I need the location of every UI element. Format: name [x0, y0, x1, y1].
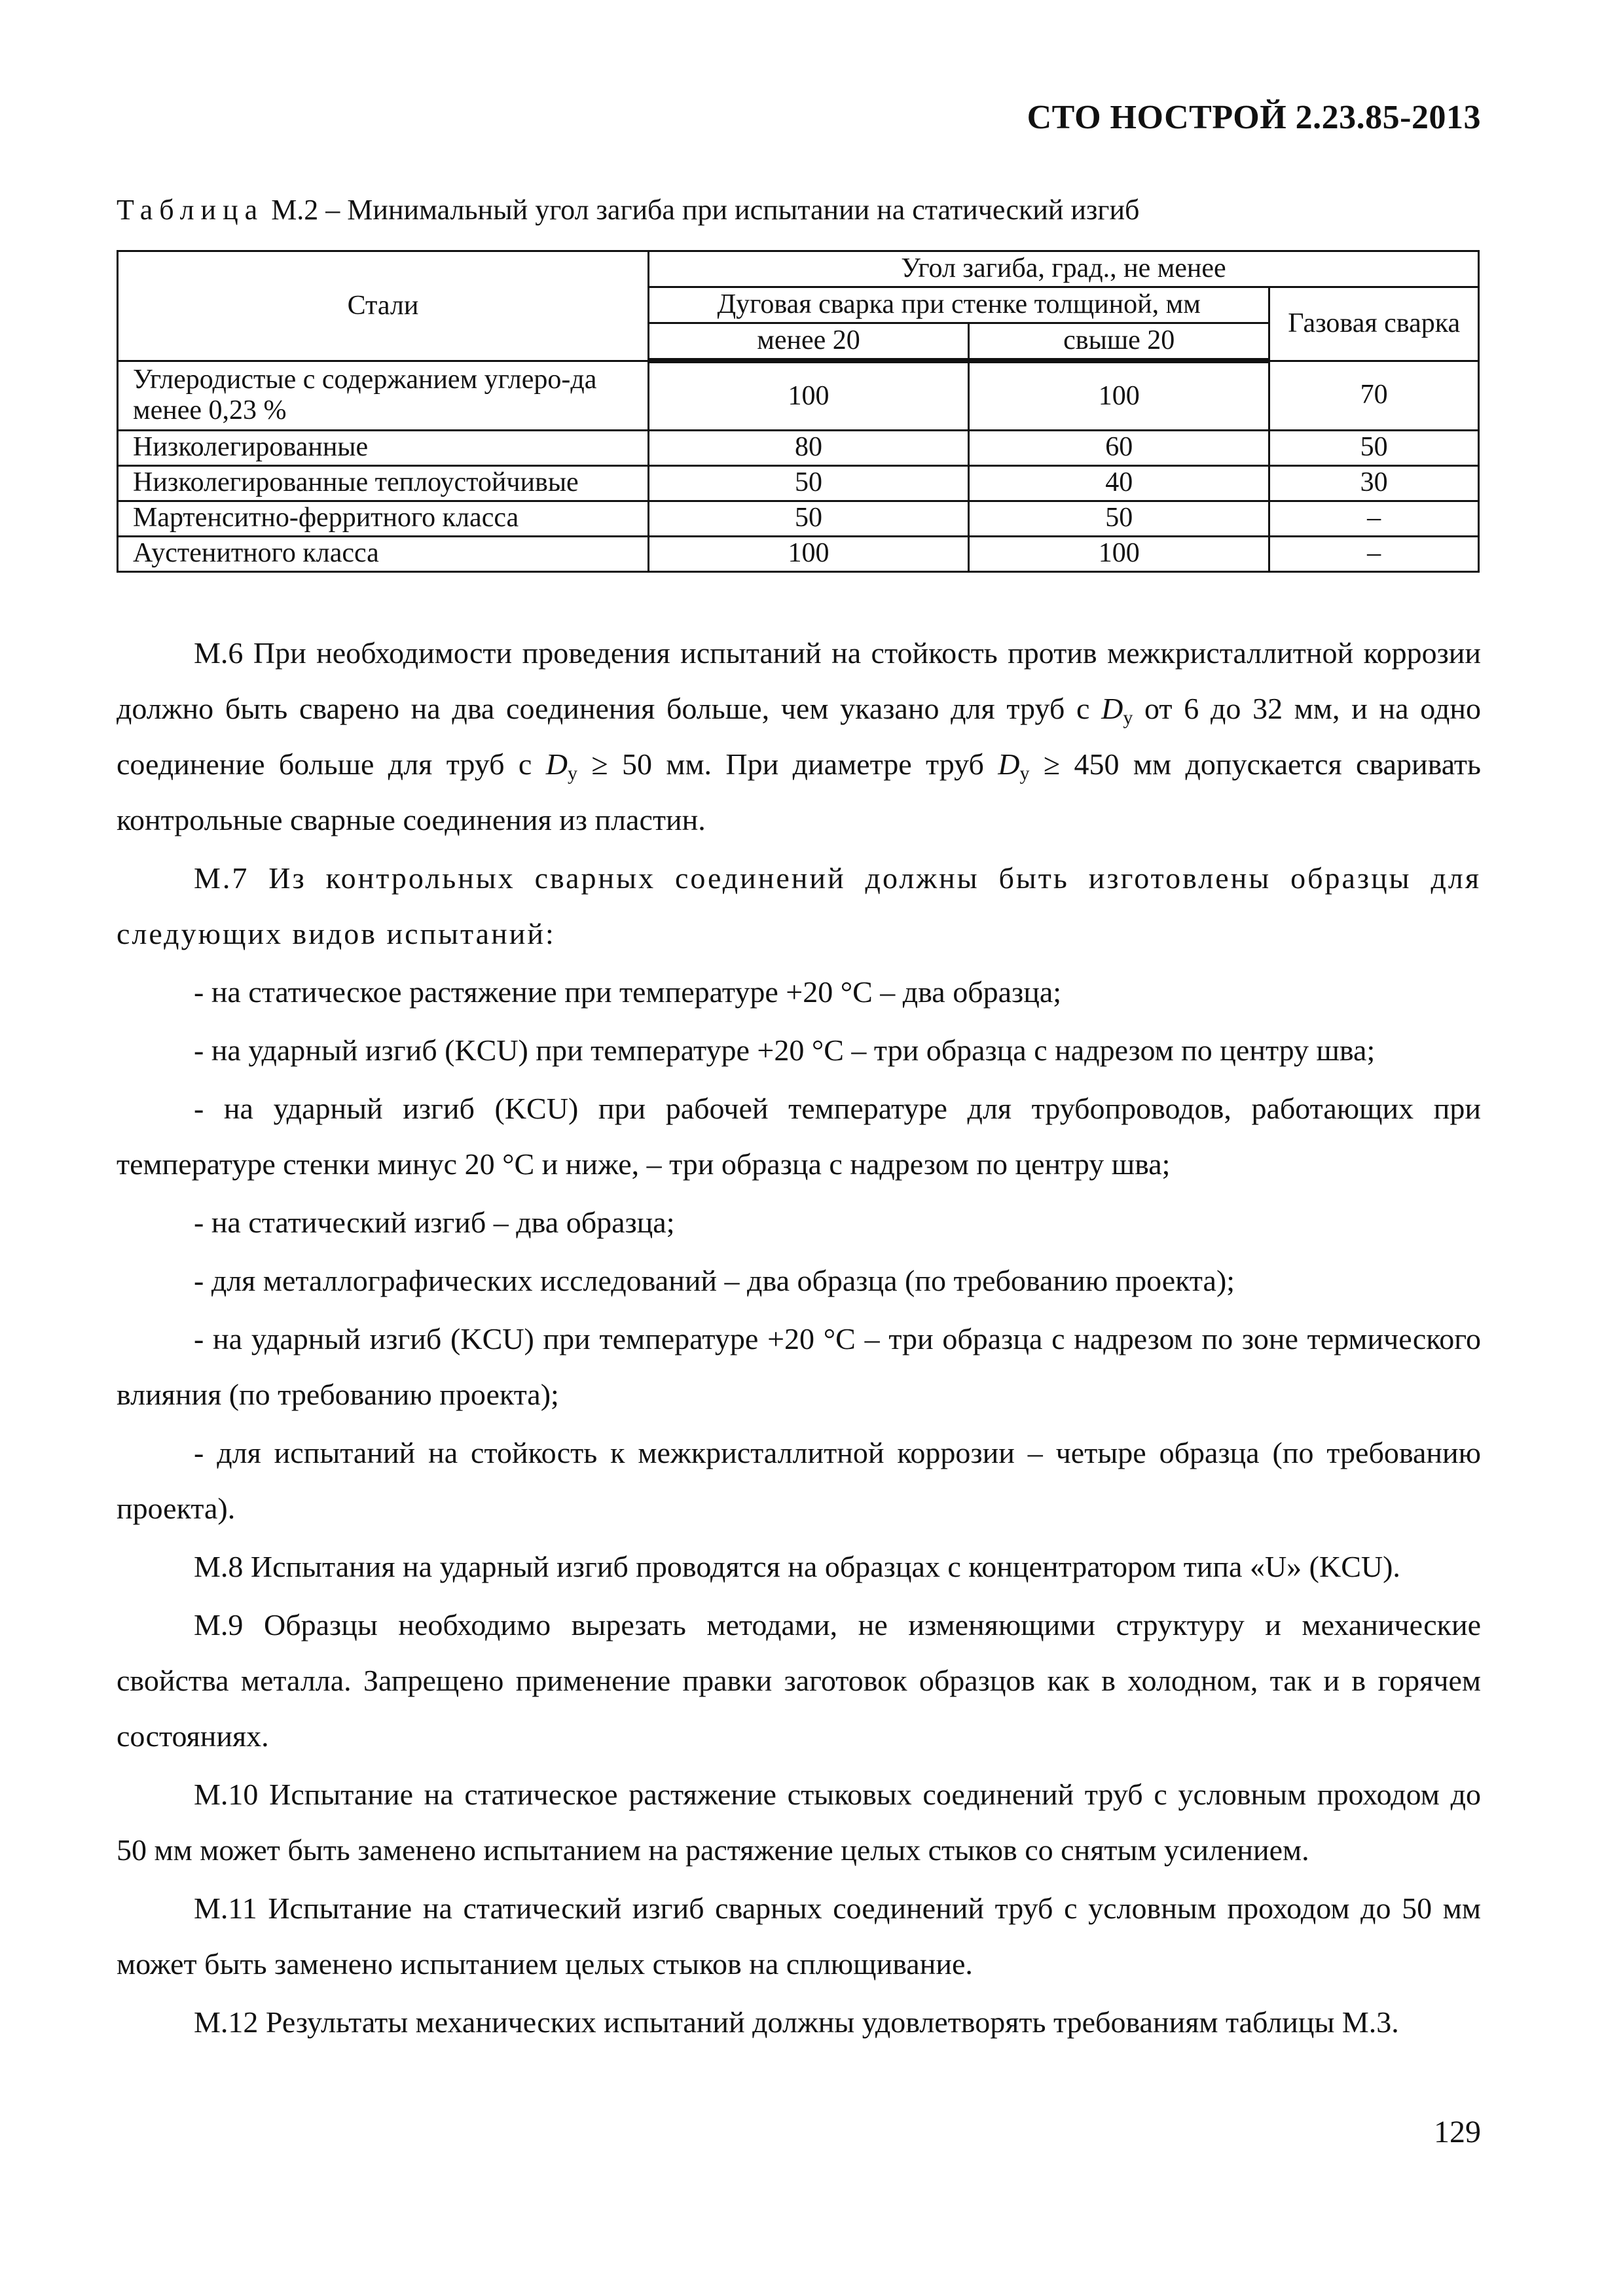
- table-caption: [117, 193, 1491, 226]
- table-row: [118, 536, 1479, 571]
- body-text: [117, 625, 1481, 2053]
- paragraph-m11: М.11 Испытание на статический изгиб сварных соединений труб с условным проходом до 50 мм может быть заменено испытанием целых стыков на сплющивание.: [117, 1892, 1481, 1981]
- angle-gas: –: [1269, 536, 1479, 571]
- list-item: - на ударный изгиб (KCU) при рабочей температуре для трубопроводов, работающих при температуре стенки минус 20 °С и ниже, – три образца с надрезом по центру шва;: [117, 1092, 1481, 1181]
- angle-over-20: 60: [969, 430, 1269, 465]
- angle-over-20: 100: [969, 361, 1269, 430]
- bend-angle-table: [117, 250, 1480, 573]
- steel-name: Низколегированные: [118, 430, 649, 465]
- table-row: [118, 430, 1479, 465]
- m6-text-part4: ≥ 450 мм допускается сваривать контрольные сварные соединения из пластин.: [117, 747, 1482, 836]
- list-item: - для металлографических исследований – два образца (по требованию проекта);: [194, 1264, 1235, 1297]
- angle-over-20: 100: [969, 536, 1269, 571]
- paragraph-m12: М.12 Результаты механических испытаний должны удовлетворять требованиям таблицы М.3.: [194, 2005, 1399, 2039]
- angle-gas: 70: [1269, 361, 1479, 430]
- paragraph-m7: М.7 Из контрольных сварных соединений должны быть изготовлены образцы для следующих видов испытаний:: [117, 861, 1481, 950]
- table-row: [118, 465, 1479, 501]
- m6-text-part1: М.6 При необходимости проведения испытаний на стойкость против межкристаллитной коррозии должно быть сварено на два соединения больше, чем указано для труб с: [117, 636, 1481, 725]
- symbol-subscript: y: [1123, 707, 1133, 728]
- symbol-subscript: y: [1019, 762, 1030, 784]
- list-item: - на ударный изгиб (KCU) при температуре +20 °С – три образца с надрезом по зоне термического влияния (по требованию проекта);: [117, 1322, 1481, 1411]
- header-less-20: менее 20: [648, 323, 968, 361]
- angle-gas: 30: [1269, 465, 1479, 501]
- document-code-header: СТО НОСТРОЙ 2.23.85-2013: [1027, 99, 1481, 136]
- list-item: - на ударный изгиб (KCU) при температуре +20 °С – три образца с надрезом по центру шва;: [194, 1033, 1376, 1067]
- angle-less-20: 80: [648, 430, 968, 465]
- symbol-subscript: y: [567, 762, 577, 784]
- list-item: - для испытаний на стойкость к межкристаллитной коррозии – четыре образца (по требованию проекта).: [117, 1436, 1481, 1525]
- symbol-d: D: [545, 747, 568, 781]
- angle-gas: 50: [1269, 430, 1479, 465]
- table-row: [118, 501, 1479, 536]
- m6-text-part2: от 6 до 32 мм, и на одно соединение больше для труб с: [117, 692, 1482, 781]
- symbol-d: D: [998, 747, 1020, 781]
- table-caption-text: М.2 – Минимальный угол загиба при испытании на статический изгиб: [271, 194, 1140, 226]
- angle-over-20: 40: [969, 465, 1269, 501]
- header-gas-welding: Газовая сварка: [1269, 287, 1479, 361]
- symbol-d: D: [1101, 692, 1123, 725]
- angle-over-20: 50: [969, 501, 1269, 536]
- steel-name: Мартенситно-ферритного класса: [118, 501, 649, 536]
- header-arc-welding: Дуговая сварка при стенке толщиной, мм: [648, 287, 1269, 323]
- page-number: 129: [1434, 2115, 1481, 2149]
- angle-gas: –: [1269, 501, 1479, 536]
- paragraph-m9: М.9 Образцы необходимо вырезать методами, не изменяющими структуру и механические свойства металла. Запрещено применение правки заготовок образцов как в холодном, так и в горячем состояниях.: [117, 1608, 1481, 1753]
- angle-less-20: 100: [648, 536, 968, 571]
- paragraph-m10: М.10 Испытание на статическое растяжение стыковых соединений труб с условным проходом до 50 мм может быть заменено испытанием на растяжение целых стыков со снятым усилением.: [117, 1778, 1481, 1867]
- m6-text-part3: ≥ 50 мм. При диаметре труб: [577, 747, 998, 781]
- paragraph-m8: М.8 Испытания на ударный изгиб проводятся на образцах с концентратором типа «U» (KCU).: [194, 1550, 1400, 1583]
- table-row: [118, 361, 1479, 430]
- angle-less-20: 50: [648, 501, 968, 536]
- angle-less-20: 100: [648, 361, 968, 430]
- table-caption-label: Таблица: [117, 194, 264, 226]
- list-item: - на статический изгиб – два образца;: [194, 1206, 675, 1239]
- angle-less-20: 50: [648, 465, 968, 501]
- steel-name: Углеродистые с содержанием углеро-да менее 0,23 %: [118, 361, 649, 430]
- steel-name: Низколегированные теплоустойчивые: [118, 465, 649, 501]
- header-steel: Стали: [118, 251, 649, 361]
- header-bend-angle: Угол загиба, град., не менее: [648, 251, 1478, 287]
- paragraph-m6: [117, 625, 1481, 848]
- list-item: - на статическое растяжение при температуре +20 °С – два образца;: [194, 975, 1062, 1009]
- steel-name: Аустенитного класса: [118, 536, 649, 571]
- header-over-20: свыше 20: [969, 323, 1269, 361]
